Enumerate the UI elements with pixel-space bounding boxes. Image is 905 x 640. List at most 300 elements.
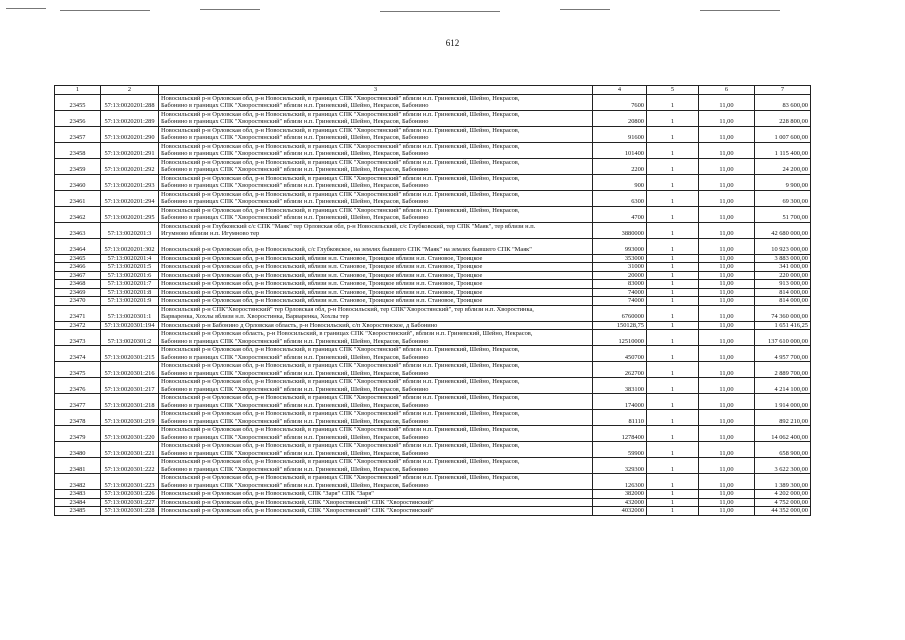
rate-cell: 11,00: [699, 280, 755, 289]
cadastral-value-cell: 814 000,00: [755, 297, 811, 306]
table-row: [55, 280, 811, 289]
description-line: Бабонино в границах СПК "Хворостянский" вблизи н.п. Гриневский, Шейно, Некрасов, Бабонино: [161, 198, 429, 205]
table-row: [55, 507, 811, 516]
cadastral-value-cell: 44 352 000,00: [755, 507, 811, 516]
cadastral-number-cell: 57:13:0020201:4: [101, 254, 159, 263]
cadastral-value-cell: 4 214 100,00: [755, 378, 811, 394]
cadastral-number-cell: 57:13:0020301:1: [101, 305, 159, 321]
row-number-cell: 23469: [55, 288, 101, 297]
cadastral-value-cell: 10 923 000,00: [755, 238, 811, 254]
cadastral-number-cell: 57:13:0020301:222: [101, 458, 159, 474]
location-description-cell: [159, 474, 593, 490]
count-cell: 1: [647, 142, 699, 158]
location-description-cell: [159, 362, 593, 378]
cadastral-value-cell: 220 000,00: [755, 271, 811, 280]
area-value-cell: 20800: [593, 110, 647, 126]
cadastral-value-cell: 913 000,00: [755, 280, 811, 289]
table-row: [55, 238, 811, 254]
row-number-cell: 23458: [55, 142, 101, 158]
cadastral-number-cell: 57:13:0020201:8: [101, 288, 159, 297]
location-description-cell: [159, 330, 593, 346]
location-description-cell: [159, 458, 593, 474]
table-row: [55, 410, 811, 426]
table-row: [55, 394, 811, 410]
table-row: [55, 126, 811, 142]
rate-cell: 11,00: [699, 238, 755, 254]
count-cell: 1: [647, 206, 699, 222]
count-cell: 1: [647, 280, 699, 289]
area-value-cell: 432000: [593, 498, 647, 507]
area-value-cell: 6300: [593, 190, 647, 206]
cadastral-value-cell: 1 007 600,00: [755, 126, 811, 142]
area-value-cell: 150128,75: [593, 321, 647, 330]
row-number-cell: 23459: [55, 158, 101, 174]
location-description-cell: [159, 206, 593, 222]
area-value-cell: 81110: [593, 410, 647, 426]
table-row: [55, 442, 811, 458]
area-value-cell: 101400: [593, 142, 647, 158]
location-description-cell: [159, 190, 593, 206]
cadastral-number-cell: 57:13:0020301:227: [101, 498, 159, 507]
cadastral-number-cell: 57:13:0020201:290: [101, 126, 159, 142]
cadastral-number-cell: 57:13:0020201:289: [101, 110, 159, 126]
location-description-cell: [159, 126, 593, 142]
count-cell: 1: [647, 507, 699, 516]
table-row: [55, 110, 811, 126]
table-row: [55, 346, 811, 362]
rate-cell: 11,00: [699, 507, 755, 516]
cadastral-value-cell: 69 300,00: [755, 190, 811, 206]
area-value-cell: 4700: [593, 206, 647, 222]
cadastral-number-cell: 57:13:0020201:9: [101, 297, 159, 306]
row-number-cell: 23463: [55, 222, 101, 238]
property-ledger-table: [54, 85, 811, 516]
description-line: Новосильский р-н Орловская обл, р-н Новосильский, в границах СПК "Хворостянский" вблизи н.п. Гриневский, Шейно, Некрасов,: [161, 458, 520, 465]
description-line: Бабонино в границах СПК "Хворостянский" вблизи н.п. Гриневский, Шейно, Некрасов, Бабонино: [161, 449, 429, 457]
count-cell: 1: [647, 263, 699, 272]
description-line: Новосильский р-н Орловская обл, р-н Новосильский, вблизи н.п. Становое, Троицкое вблизи н.п. Становое, Троицкое: [161, 254, 483, 262]
cadastral-value-cell: 892 210,00: [755, 410, 811, 426]
cadastral-value-cell: 4 752 000,00: [755, 498, 811, 507]
cadastral-value-cell: 3 622 300,00: [755, 458, 811, 474]
description-line: Новосильский р-н Орловская обл, р-н Новосильский, с/с Глубковское, на землях бывшего СПК "Маяк" на землях бывшего СПК "Маяк": [161, 246, 532, 253]
count-cell: 1: [647, 158, 699, 174]
area-value-cell: 12510000: [593, 330, 647, 346]
table-row: [55, 474, 811, 490]
rate-cell: 11,00: [699, 321, 755, 330]
count-cell: 1: [647, 190, 699, 206]
rate-cell: 11,00: [699, 330, 755, 346]
location-description-cell: [159, 305, 593, 321]
location-description-cell: [159, 410, 593, 426]
location-description-cell: [159, 394, 593, 410]
rate-cell: 11,00: [699, 142, 755, 158]
row-number-cell: 23485: [55, 507, 101, 516]
row-number-cell: 23455: [55, 94, 101, 110]
column-header: 4: [593, 86, 647, 95]
count-cell: 1: [647, 271, 699, 280]
description-line: Бабонино в границах СПК "Хворостянский" вблизи н.п. Гриневский, Шейно, Некрасов, Бабонино: [161, 102, 429, 109]
description-line: Бабонино в границах СПК "Хворостянский" вблизи н.п. Гриневский, Шейно, Некрасов, Бабонино: [161, 465, 429, 473]
row-number-cell: 23478: [55, 410, 101, 426]
rate-cell: 11,00: [699, 263, 755, 272]
cadastral-number-cell: 57:13:0020201:294: [101, 190, 159, 206]
count-cell: 1: [647, 394, 699, 410]
area-value-cell: 91600: [593, 126, 647, 142]
area-value-cell: 329300: [593, 458, 647, 474]
description-line: Новосильский р-н СПК"Хворостянский" тер Орловская обл, р-н Новосильский, тер СПК"Хворостянский", тер вблизи н.п. Хворостинка,: [161, 305, 534, 313]
location-description-cell: [159, 94, 593, 110]
cadastral-number-cell: 57:13:0020201:293: [101, 174, 159, 190]
rate-cell: 11,00: [699, 206, 755, 222]
area-value-cell: 900: [593, 174, 647, 190]
description-line: Новосильский р-н Орловская обл, р-н Новосильский, в границах СПК "Хворостянский" вблизи н.п. Гриневский, Шейно, Некрасов,: [161, 346, 520, 353]
cadastral-value-cell: 9 900,00: [755, 174, 811, 190]
count-cell: 1: [647, 458, 699, 474]
cadastral-value-cell: 658 900,00: [755, 442, 811, 458]
table-row: [55, 271, 811, 280]
table-row: [55, 458, 811, 474]
description-line: Бабонино в границах СПК "Хворостянский" вблизи н.п. Гриневский, Шейно, Некрасов, Бабонино: [161, 433, 429, 441]
count-cell: 1: [647, 321, 699, 330]
cadastral-number-cell: 57:13:0020201:302: [101, 238, 159, 254]
location-description-cell: [159, 507, 593, 516]
description-line: Новосильский р-н Орловская обл, р-н Новосильский, в границах СПК "Хворостянский" вблизи н.п. Гриневский, Шейно, Некрасов,: [161, 158, 520, 166]
description-line: Новосильский р-н Орловская обл, р-н Новосильский, в границах СПК "Хворостянский" вблизи н.п. Гриневский, Шейно, Некрасов,: [161, 174, 520, 182]
row-number-cell: 23476: [55, 378, 101, 394]
area-value-cell: 450700: [593, 346, 647, 362]
cadastral-value-cell: 3 883 000,00: [755, 254, 811, 263]
description-line: Новосильский р-н Орловская обл, р-н Новосильский, в границах СПК "Хворостянский" вблизи н.п. Гриневский, Шейно, Некрасов,: [161, 410, 520, 417]
cadastral-value-cell: 1 389 300,00: [755, 474, 811, 490]
cadastral-number-cell: 57:13:0020301:221: [101, 442, 159, 458]
count-cell: 1: [647, 426, 699, 442]
area-value-cell: 7600: [593, 94, 647, 110]
cadastral-value-cell: 1 115 400,00: [755, 142, 811, 158]
area-value-cell: 993000: [593, 238, 647, 254]
table-row: [55, 297, 811, 306]
cadastral-number-cell: 57:13:0020301:220: [101, 426, 159, 442]
cadastral-value-cell: 42 680 000,00: [755, 222, 811, 238]
description-line: Новосильский р-н Орловская обл, р-н Новосильский, в границах СПК "Хворостянский" вблизи н.п. Гриневский, Шейно, Некрасов,: [161, 474, 520, 481]
rate-cell: 11,00: [699, 458, 755, 474]
rate-cell: 11,00: [699, 378, 755, 394]
table-row: [55, 426, 811, 442]
rate-cell: 11,00: [699, 94, 755, 110]
description-line: Новосильский р-н Орловская обл, р-н Новосильский, СПК "Хворостянский" СПК "Хворостянский": [161, 507, 434, 514]
rate-cell: 11,00: [699, 126, 755, 142]
row-number-cell: 23480: [55, 442, 101, 458]
column-header: 5: [647, 86, 699, 95]
description-line: Бабонино в границах СПК "Хворостянский" вблизи н.п. Гриневский, Шейно, Некрасов, Бабонино: [161, 417, 429, 425]
cadastral-value-cell: 341 000,00: [755, 263, 811, 272]
table-row: [55, 158, 811, 174]
table-row: [55, 206, 811, 222]
description-line: Новосильский р-н Орловская область, р-н Новосильский, в границах СПК "Хворостянский", вблизи н.п. Гриневский, Шейно, Некрасов,: [161, 330, 533, 337]
description-line: Новосильский р-н Орловская обл, р-н Новосильский, в границах СПК "Хворостянский" вблизи н.п. Гриневский, Шейно, Некрасов,: [161, 126, 520, 134]
cadastral-number-cell: 57:13:0020201:7: [101, 280, 159, 289]
count-cell: 1: [647, 174, 699, 190]
row-number-cell: 23475: [55, 362, 101, 378]
cadastral-value-cell: 4 957 700,00: [755, 346, 811, 362]
page-number: 612: [445, 38, 460, 48]
table-row: [55, 498, 811, 507]
location-description-cell: [159, 142, 593, 158]
rate-cell: 11,00: [699, 288, 755, 297]
column-header: 1: [55, 86, 101, 95]
row-number-cell: 23466: [55, 263, 101, 272]
row-number-cell: 23456: [55, 110, 101, 126]
table-row: [55, 254, 811, 263]
cadastral-number-cell: 57:13:0020301:226: [101, 490, 159, 499]
row-number-cell: 23467: [55, 271, 101, 280]
cadastral-number-cell: 57:13:0020301:2: [101, 330, 159, 346]
cadastral-value-cell: 814 000,00: [755, 288, 811, 297]
cadastral-number-cell: 57:13:0020201:291: [101, 142, 159, 158]
column-number-header: [55, 86, 811, 95]
count-cell: 1: [647, 442, 699, 458]
description-line: Новосильский р-н Орловская обл, р-н Новосильский, вблизи н.п. Становое, Троицкое вблизи н.п. Становое, Троицкое: [161, 280, 483, 287]
row-number-cell: 23484: [55, 498, 101, 507]
row-number-cell: 23474: [55, 346, 101, 362]
table-row: [55, 174, 811, 190]
cadastral-value-cell: 1 914 000,00: [755, 394, 811, 410]
table-row: [55, 190, 811, 206]
rate-cell: 11,00: [699, 110, 755, 126]
area-value-cell: 262700: [593, 362, 647, 378]
area-value-cell: 382000: [593, 490, 647, 499]
area-value-cell: 3880000: [593, 222, 647, 238]
rate-cell: 11,00: [699, 254, 755, 263]
rate-cell: 11,00: [699, 158, 755, 174]
table-row: [55, 222, 811, 238]
rate-cell: 11,00: [699, 271, 755, 280]
rate-cell: 11,00: [699, 474, 755, 490]
description-line: Новосильский р-н Орловская обл, р-н Новосильский, СПК "Заря" СПК "Заря": [161, 490, 374, 497]
area-value-cell: 74000: [593, 288, 647, 297]
row-number-cell: 23464: [55, 238, 101, 254]
row-number-cell: 23465: [55, 254, 101, 263]
column-header: 6: [699, 86, 755, 95]
location-description-cell: [159, 263, 593, 272]
cadastral-value-cell: 137 610 000,00: [755, 330, 811, 346]
description-line: Новосильский р-н Орловская обл, р-н Новосильский, в границах СПК "Хворостянский" вблизи н.п. Гриневский, Шейно, Некрасов,: [161, 94, 520, 102]
count-cell: 1: [647, 254, 699, 263]
row-number-cell: 23470: [55, 297, 101, 306]
location-description-cell: [159, 346, 593, 362]
count-cell: 1: [647, 378, 699, 394]
table-row: [55, 330, 811, 346]
cadastral-number-cell: 57:13:0020201:5: [101, 263, 159, 272]
area-value-cell: 31000: [593, 263, 647, 272]
description-line: Новосильский р-н Орловская обл, р-н Новосильский, вблизи н.п. Становое, Троицкое вблизи н.п. Становое, Троицкое: [161, 271, 483, 279]
column-header: 3: [159, 86, 593, 95]
description-line: Новосильский р-н Орловская обл, р-н Новосильский, в границах СПК "Хворостянский" вблизи н.п. Гриневский, Шейно, Некрасов,: [161, 442, 520, 449]
area-value-cell: 6760000: [593, 305, 647, 321]
area-value-cell: 2200: [593, 158, 647, 174]
table-row: [55, 288, 811, 297]
location-description-cell: [159, 254, 593, 263]
description-line: Новосильский р-н Глубковский с/с СПК "Маяк" тер Орловская обл, р-н Новосильский, с/с Глубковский, тер СПК "Маяк", тер вблизи н.п.: [161, 222, 536, 230]
rate-cell: 11,00: [699, 498, 755, 507]
cadastral-number-cell: 57:13:0020201:3: [101, 222, 159, 238]
row-number-cell: 23468: [55, 280, 101, 289]
location-description-cell: [159, 498, 593, 507]
location-description-cell: [159, 378, 593, 394]
row-number-cell: 23471: [55, 305, 101, 321]
rate-cell: 11,00: [699, 426, 755, 442]
rate-cell: 11,00: [699, 490, 755, 499]
count-cell: 1: [647, 305, 699, 321]
area-value-cell: 20000: [593, 271, 647, 280]
area-value-cell: 4032000: [593, 507, 647, 516]
rate-cell: 11,00: [699, 362, 755, 378]
description-line: Новосильский р-н Бабонино д Орловская область, р-н Новосильский, с/п Хворостянское, д Бабонино: [161, 321, 438, 329]
column-header: 7: [755, 86, 811, 95]
table-row: [55, 490, 811, 499]
count-cell: 1: [647, 474, 699, 490]
location-description-cell: [159, 222, 593, 238]
location-description-cell: [159, 238, 593, 254]
description-line: Новосильский р-н Орловская обл, р-н Новосильский, вблизи н.п. Становое, Троицкое вблизи н.п. Становое, Троицкое: [161, 288, 483, 296]
cadastral-value-cell: 14 062 400,00: [755, 426, 811, 442]
cadastral-number-cell: 57:13:0020301:219: [101, 410, 159, 426]
description-line: Новосильский р-н Орловская обл, р-н Новосильский, в границах СПК "Хворостянский" вблизи н.п. Гриневский, Шейно, Некрасов,: [161, 426, 520, 433]
location-description-cell: [159, 321, 593, 330]
rate-cell: 11,00: [699, 346, 755, 362]
location-description-cell: [159, 426, 593, 442]
table-row: [55, 305, 811, 321]
description-line: Бабонино в границах СПК "Хворостянский" вблизи н.п. Гриневский, Шейно, Некрасов, Бабонино: [161, 353, 429, 361]
row-number-cell: 23473: [55, 330, 101, 346]
description-line: Новосильский р-н Орловская обл, р-н Новосильский, вблизи н.п. Становое, Троицкое вблизи н.п. Становое, Троицкое: [161, 297, 483, 304]
description-line: Новосильский р-н Орловская обл, р-н Новосильский, в границах СПК "Хворостянский" вблизи н.п. Гриневский, Шейно, Некрасов,: [161, 110, 520, 118]
location-description-cell: [159, 174, 593, 190]
count-cell: 1: [647, 297, 699, 306]
cadastral-number-cell: 57:13:0020201:295: [101, 206, 159, 222]
description-line: Варваренка, Хохлы вблизи н.п. Хворостинка, Варваренка, Хохлы тер: [161, 313, 349, 320]
table-row: [55, 142, 811, 158]
cadastral-number-cell: 57:13:0020301:216: [101, 362, 159, 378]
table-row: [55, 362, 811, 378]
description-line: Новосильский р-н Орловская обл, р-н Новосильский, в границах СПК "Хворостянский" вблизи н.п. Гриневский, Шейно, Некрасов,: [161, 142, 520, 150]
location-description-cell: [159, 271, 593, 280]
rate-cell: 11,00: [699, 305, 755, 321]
row-number-cell: 23477: [55, 394, 101, 410]
rate-cell: 11,00: [699, 190, 755, 206]
location-description-cell: [159, 297, 593, 306]
count-cell: 1: [647, 490, 699, 499]
row-number-cell: 23481: [55, 458, 101, 474]
count-cell: 1: [647, 498, 699, 507]
description-line: Новосильский р-н Орловская обл, р-н Новосильский, вблизи н.п. Становое, Троицкое вблизи н.п. Становое, Троицкое: [161, 263, 483, 270]
rate-cell: 11,00: [699, 394, 755, 410]
row-number-cell: 23460: [55, 174, 101, 190]
row-number-cell: 23472: [55, 321, 101, 330]
description-line: Новосильский р-н Орловская обл, р-н Новосильский, в границах СПК "Хворостянский" вблизи н.п. Гриневский, Шейно, Некрасов,: [161, 206, 520, 214]
description-line: Новосильский р-н Орловская обл, р-н Новосильский, СПК "Хворостянский" СПК "Хворостянский": [161, 498, 434, 506]
area-value-cell: 74000: [593, 297, 647, 306]
rate-cell: 11,00: [699, 174, 755, 190]
description-line: Новосильский р-н Орловская обл, р-н Новосильский, в границах СПК "Хворостянский" вблизи н.п. Гриневский, Шейно, Некрасов,: [161, 378, 520, 385]
area-value-cell: 174000: [593, 394, 647, 410]
description-line: Игумново вблизи н.п. Игумново тер: [161, 230, 260, 237]
count-cell: 1: [647, 126, 699, 142]
count-cell: 1: [647, 410, 699, 426]
count-cell: 1: [647, 94, 699, 110]
location-description-cell: [159, 490, 593, 499]
table-row: [55, 94, 811, 110]
description-line: Бабонино в границах СПК "Хворостянский" вблизи н.п. Гриневский, Шейно, Некрасов, Бабонино: [161, 337, 429, 345]
row-number-cell: 23482: [55, 474, 101, 490]
area-value-cell: 83000: [593, 280, 647, 289]
table-row: [55, 321, 811, 330]
row-number-cell: 23462: [55, 206, 101, 222]
cadastral-value-cell: 83 600,00: [755, 94, 811, 110]
location-description-cell: [159, 158, 593, 174]
table-row: [55, 378, 811, 394]
count-cell: 1: [647, 110, 699, 126]
column-header: 2: [101, 86, 159, 95]
row-number-cell: 23461: [55, 190, 101, 206]
cadastral-number-cell: 57:13:0020301:194: [101, 321, 159, 330]
area-value-cell: 126300: [593, 474, 647, 490]
count-cell: 1: [647, 222, 699, 238]
cadastral-number-cell: 57:13:0020301:218: [101, 394, 159, 410]
row-number-cell: 23479: [55, 426, 101, 442]
area-value-cell: 1278400: [593, 426, 647, 442]
cadastral-number-cell: 57:13:0020301:217: [101, 378, 159, 394]
cadastral-number-cell: 57:13:0020301:223: [101, 474, 159, 490]
count-cell: 1: [647, 346, 699, 362]
description-line: Новосильский р-н Орловская обл, р-н Новосильский, в границах СПК "Хворостянский" вблизи н.п. Гриневский, Шейно, Некрасов,: [161, 190, 520, 198]
cadastral-value-cell: 1 651 416,25: [755, 321, 811, 330]
cadastral-value-cell: 24 200,00: [755, 158, 811, 174]
rate-cell: 11,00: [699, 442, 755, 458]
location-description-cell: [159, 280, 593, 289]
count-cell: 1: [647, 362, 699, 378]
rate-cell: 11,00: [699, 222, 755, 238]
area-value-cell: 383100: [593, 378, 647, 394]
row-number-cell: 23457: [55, 126, 101, 142]
cadastral-value-cell: 51 700,00: [755, 206, 811, 222]
cadastral-number-cell: 57:13:0020201:6: [101, 271, 159, 280]
description-line: Бабонино в границах СПК "Хворостянский" вблизи н.п. Гриневский, Шейно, Некрасов, Бабонино: [161, 401, 429, 409]
cadastral-value-cell: 74 360 000,00: [755, 305, 811, 321]
cadastral-number-cell: 57:13:0020201:288: [101, 94, 159, 110]
count-cell: 1: [647, 238, 699, 254]
scan-artifact-marks: [0, 6, 905, 12]
description-line: Бабонино в границах СПК "Хворостянский" вблизи н.п. Гриневский, Шейно, Некрасов, Бабонино: [161, 150, 429, 157]
area-value-cell: 353000: [593, 254, 647, 263]
cadastral-number-cell: 57:13:0020301:215: [101, 346, 159, 362]
count-cell: 1: [647, 330, 699, 346]
description-line: Бабонино в границах СПК "Хворостянский" вблизи н.п. Гриневский, Шейно, Некрасов, Бабонино: [161, 118, 429, 125]
description-line: Новосильский р-н Орловская обл, р-н Новосильский, в границах СПК "Хворостянский" вблизи н.п. Гриневский, Шейно, Некрасов,: [161, 362, 520, 369]
description-line: Бабонино в границах СПК "Хворостянский" вблизи н.п. Гриневский, Шейно, Некрасов, Бабонино: [161, 214, 429, 221]
description-line: Новосильский р-н Орловская обл, р-н Новосильский, в границах СПК "Хворостянский" вблизи н.п. Гриневский, Шейно, Некрасов,: [161, 394, 520, 401]
description-line: Бабонино в границах СПК "Хворостянский" вблизи н.п. Гриневский, Шейно, Некрасов, Бабонино: [161, 481, 429, 489]
cadastral-value-cell: 2 889 700,00: [755, 362, 811, 378]
location-description-cell: [159, 110, 593, 126]
description-line: Бабонино в границах СПК "Хворостянский" вблизи н.п. Гриневский, Шейно, Некрасов, Бабонино: [161, 385, 429, 393]
table-row: [55, 263, 811, 272]
cadastral-value-cell: 228 800,00: [755, 110, 811, 126]
count-cell: 1: [647, 288, 699, 297]
cadastral-value-cell: 4 202 000,00: [755, 490, 811, 499]
area-value-cell: 59900: [593, 442, 647, 458]
cadastral-number-cell: 57:13:0020201:292: [101, 158, 159, 174]
